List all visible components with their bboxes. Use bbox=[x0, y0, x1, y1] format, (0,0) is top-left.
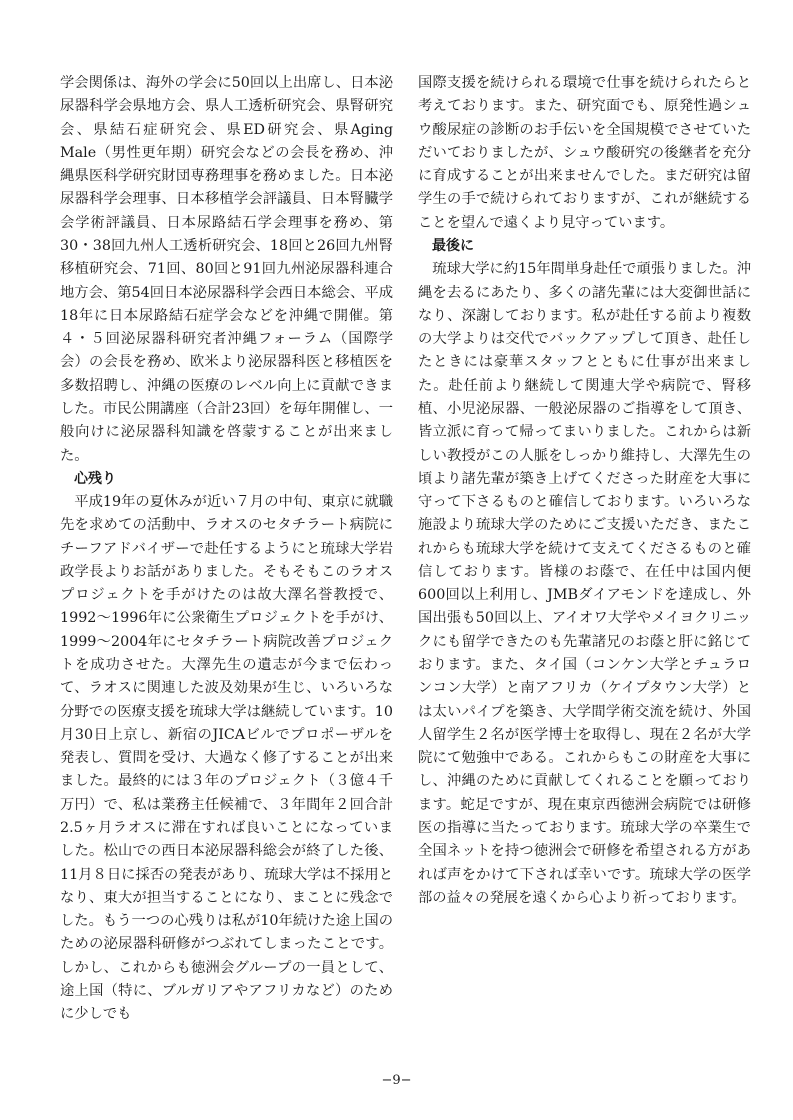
right-column bbox=[418, 72, 751, 910]
closing-heading: 最後に bbox=[432, 237, 474, 254]
regrets-paragraph: 平成19年の夏休みが近い７月の中旬、東京に就職先を求めての活動中、ラオスのセタチラート病院にチーフアドバイザーで赴任するようにと琉球大学岩政学長よりお話がありました。そもそもこのラオスプロジェクトを手がけたのは故大澤名誉教授で、1992〜1996年に公衆衛生プロジェクトを手がけ、1999〜2004年にセタチラート病院改善プロジェクトを成功させた。大澤先生の遺志が今まで伝わって、ラオスに関連した波及効果が生じ、いろいろな分野での医療支援を琉球大学は継続しています。10月30日上京し、新宿のJICAビルでプロポーザルを発表し、質問を受け、大過なく修了することが出来ました。最終的には３年のプロジェクト（３億４千万円）で、私は業務主任候補で、３年間年２回合計2.5ヶ月ラオスに滞在すれば良いことになっていました。松山での西日本泌尿器科総会が終了した後、11月８日に採否の発表があり、琉球大学は不採用となり、東大が担当することになり、まことに残念でした。もう一つの心残りは私が10年続けた途上国のための泌尿器科研修がつぶれてしまったことです。しかし、これからも徳洲会グループの一員として、途上国（特に、ブルガリアやアフリカなど）のために少しでも bbox=[60, 494, 393, 1023]
left-column bbox=[60, 72, 393, 1027]
regrets-heading: 心残り bbox=[74, 470, 116, 487]
academic-activities-paragraph: 学会関係は、海外の学会に50回以上出席し、日本泌尿器科学会県地方会、県人工透析研究会、県腎研究会、県結石症研究会、県ED研究会、県Aging Male（男性更年期）研究会などの会長を務め、沖縄県医科学研究財団専務理事を務めました。日本泌尿器科学会理事、日本移植学会評議員、日本腎臓学会学術評議員、日本尿路結石学会理事を務め、第30・38回九州人工透析研究会、18回と26回九州腎移植研究会、71回、80回と91回九州泌尿器科連合地方会、第54回日本泌尿器科学会西日本総会、平成18年に日本尿路結石症学会などを沖縄で開催。第４・５回泌尿器科研究者沖縄フォーラム（国際学会）の会長を務め、欧米より泌尿器科医と移植医を多数招聘し、沖縄の医療のレベル向上に貢献できました。市民公開講座（合計23回）を毎年開催し、一般向けに泌尿器科知識を啓蒙することが出来ました。 bbox=[60, 75, 393, 464]
closing-paragraph: 琉球大学に約15年間単身赴任で頑張りました。沖縄を去るにあたり、多くの諸先輩には大変御世話になり、深謝しております。私が赴任する前より複数の大学よりは交代でバックアップして頂き、赴任したときには豪華スタッフとともに仕事が出来ました。赴任前より継続して関連大学や病院で、腎移植、小児泌尿器、一般泌尿器のご指導をして頂き、皆立派に育って帰ってまいりました。これからは新しい教授がこの人脈をしっかり維持し、大澤先生の頃より諸先輩が築き上げてくださった財産を大事に守って下さるものと確信しております。いろいろな施設より琉球大学のためにご支援いただき、またこれからも琉球大学を続けて支えてくださるものと確信しております。皆様のお蔭で、在任中は国内便600回以上利用し、JMBダイアモンドを達成し、外国出張も50回以上、アイオワ大学やメイヨクリニックにも留学できたのも先輩諸兄のお蔭と肝に銘じております。また、タイ国（コンケン大学とチュラロンコン大学）と南アフリカ（ケイプタウン大学）とは太いパイプを築き、大学間学術交流を続け、外国人留学生２名が医学博士を取得し、現在２名が大学院にて勉強中である。これからもこの財産を大事にし、沖縄のために貢献してくれることを願っております。蛇足ですが、現在東京西徳洲会病院では研修医の指導に当たっております。琉球大学の卒業生で全国ネットを持つ徳洲会で研修を希望される方があれば声をかけて下されば幸いです。琉球大学の医学部の益々の発展を遠くから心より祈っております。 bbox=[418, 261, 751, 906]
page-number: −9− bbox=[381, 1073, 412, 1088]
continuation-paragraph: 国際支援を続けられる環境で仕事を続けられたらと考えております。また、研究面でも、原発性過シュウ酸尿症の診断のお手伝いを全国規模でさせていただいておりましたが、シュウ酸研究の後継者を充分に育成することが出来ませんでした。まだ研究は留学生の手で続けられておりますが、これが継続することを望んで遠くより見守っています。 bbox=[418, 75, 751, 231]
